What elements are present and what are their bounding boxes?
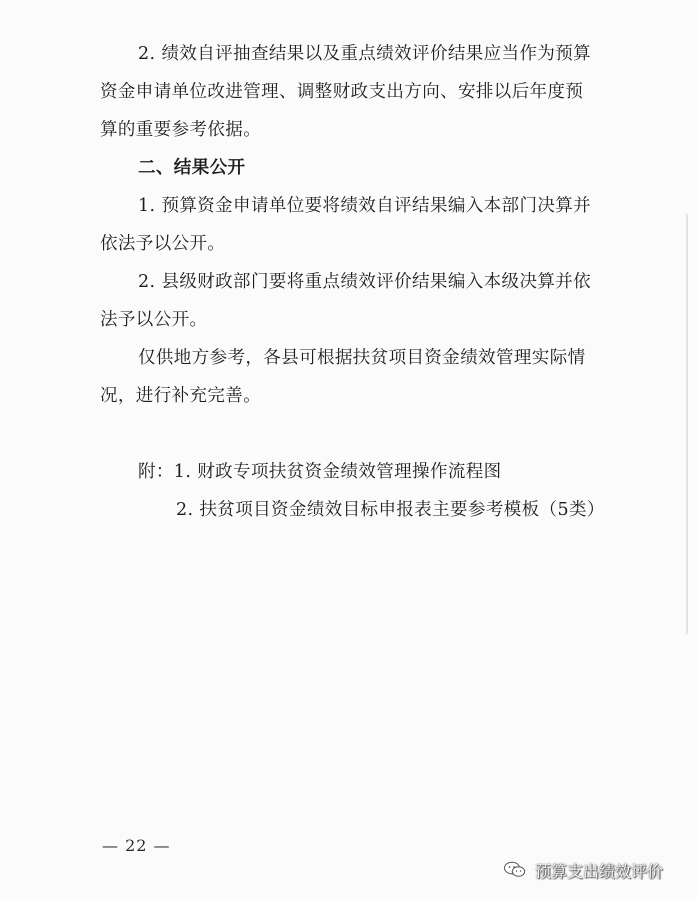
annex-item-template: 2. 扶贫项目资金绩效目标申报表主要参考模板（5类）	[176, 500, 605, 520]
section-heading-results-disclosure: 二、结果公开	[138, 158, 246, 178]
wechat-watermark	[503, 852, 689, 888]
wechat-icon	[503, 861, 527, 879]
watermark-text: 预算支出绩效评价	[535, 861, 664, 881]
paragraph-performance-results: 2. 绩效自评抽查结果以及重点绩效评价结果应当作为预算资金申请单位改进管理、调整财政支出方向、安排以后年度预算的重要参考依据。	[100, 44, 592, 140]
paragraph-county-disclosure: 2. 县级财政部门要将重点绩效评价结果编入本级决算并依法予以公开。	[100, 272, 592, 330]
annex-item-flowchart: 附：1. 财政专项扶贫资金绩效管理操作流程图	[138, 462, 502, 482]
annex-list	[100, 453, 605, 529]
page-edge-shadow	[686, 214, 688, 634]
paragraph-unit-disclosure: 1. 预算资金申请单位要将绩效自评结果编入本部门决算并依法予以公开。	[100, 196, 592, 254]
page-number: — 22 —	[102, 836, 171, 855]
paragraph-reference-note: 仅供地方参考，各县可根据扶贫项目资金绩效管理实际情况，进行补充完善。	[100, 348, 586, 406]
document-body	[100, 35, 605, 529]
